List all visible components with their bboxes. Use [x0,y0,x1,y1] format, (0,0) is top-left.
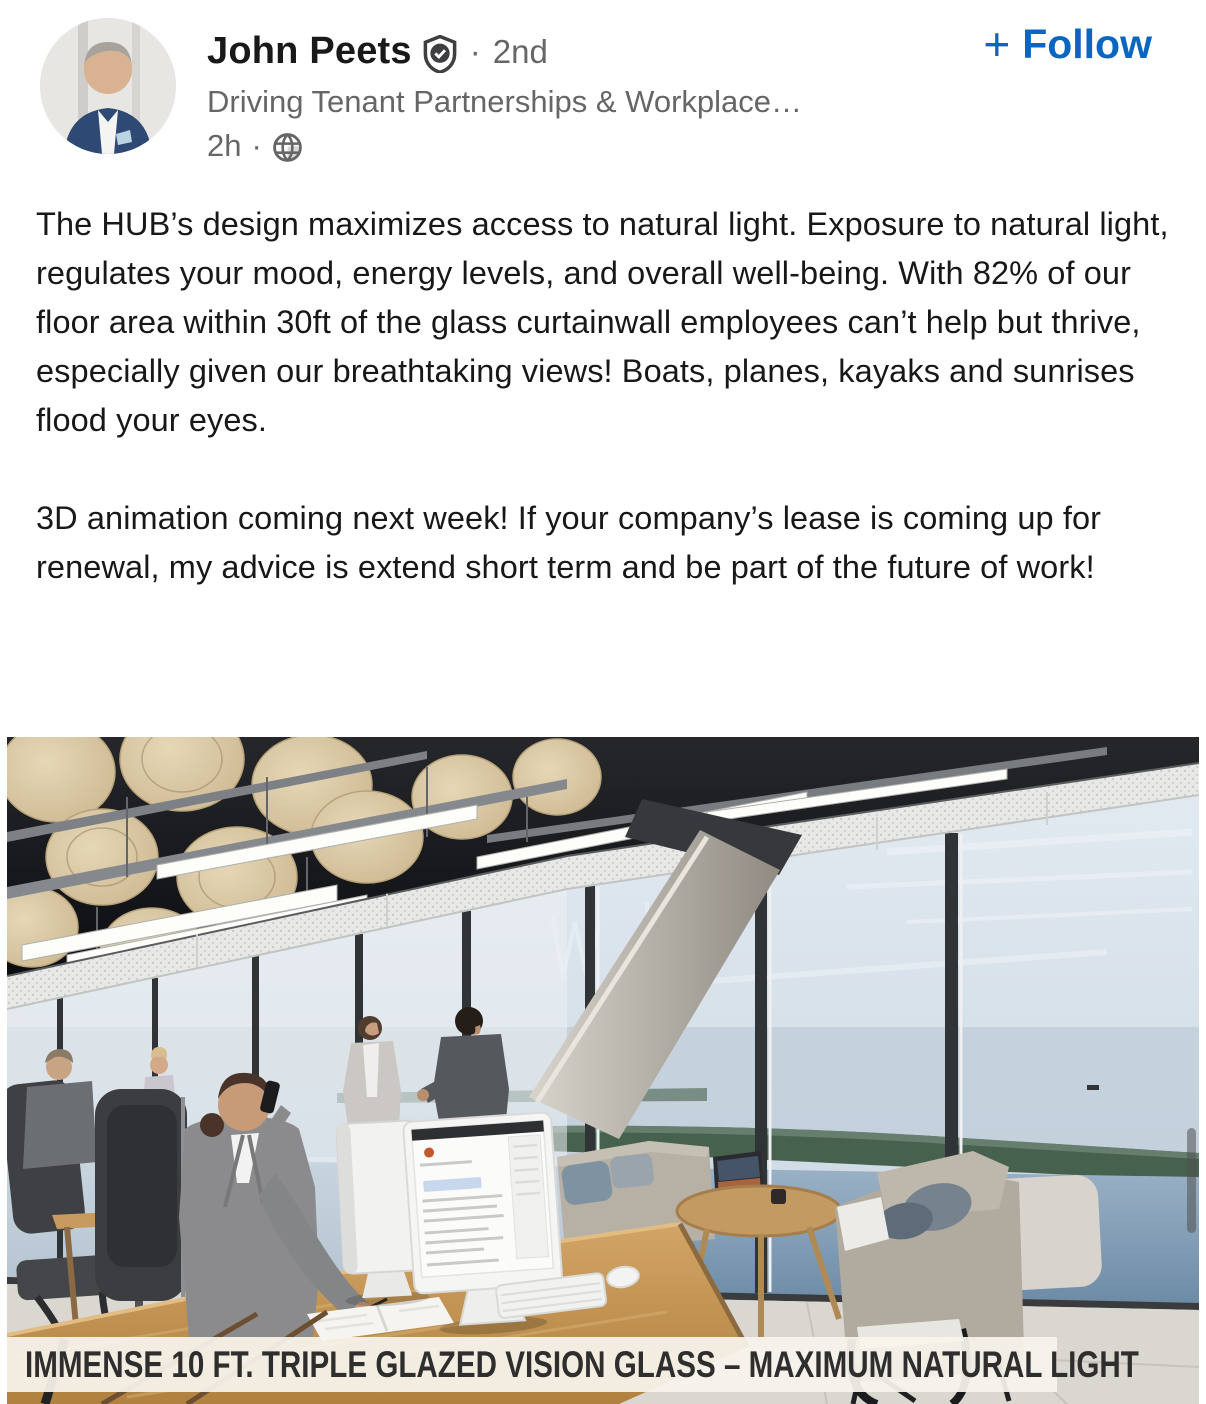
author-name[interactable]: John Peets [207,30,412,72]
image-caption-bar [7,1337,1139,1392]
author-headline: Driving Tenant Partnerships & Workplace… [207,84,803,119]
connection-degree: 2nd [492,32,548,70]
degree-separator: · [469,32,481,70]
follow-button[interactable] [977,17,1158,70]
globe-icon [272,132,303,163]
post-paragraph: The HUB’s design maximizes access to natural light. Exposure to natural light, regulates your mood, energy levels, and overall well-being. With 82% of our floor area within 30ft of the glass curtainwall employees can’t help but thrive, especially given our breathtaking views! Boats, planes, kayaks and sunrises flood your eyes. [36,206,1169,438]
post-header [0,0,1206,180]
follow-label: Follow [1022,21,1152,67]
verified-badge-icon [422,35,458,73]
post-paragraph: 3D animation coming next week! If your company’s lease is coming up for renewal, my advice is extend short term and be part of the future of work! [36,500,1102,585]
image-caption: IMMENSE 10 FT. TRIPLE GLAZED VISION GLASS – MAXIMUM NATURAL LIGHT [25,1343,1139,1385]
avatar-portrait [40,18,176,154]
post-text [36,200,1176,641]
avatar[interactable] [40,18,176,154]
time-separator: · [251,128,262,163]
scrollbar-thumb[interactable] [1187,1128,1196,1233]
office-render-illustration [7,737,1199,1404]
post-image[interactable] [7,737,1199,1404]
plus-icon: + [983,17,1011,70]
post-time: 2h [207,128,242,163]
